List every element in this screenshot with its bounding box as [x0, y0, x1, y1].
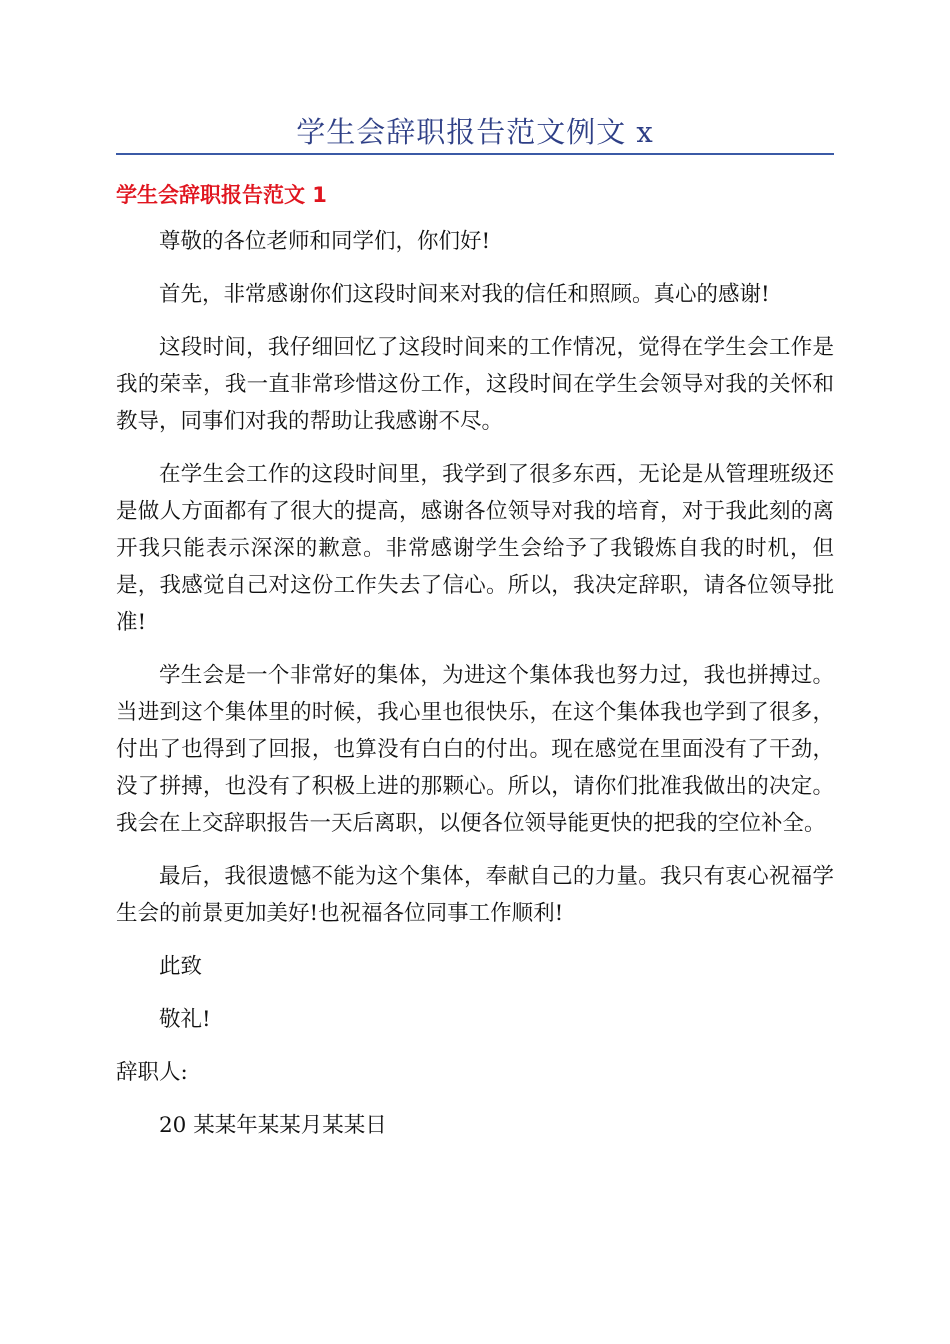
- signature-label: 辞职人:: [116, 1060, 188, 1085]
- salutation-cizhi: 此致: [159, 954, 203, 979]
- paragraph-closing: 最后，我很遗憾不能为这个集体，奉献自己的力量。我只有衷心祝福学生会的前景更加美好!也祝福各位同事工作顺利!: [116, 864, 834, 926]
- paragraph-collective: 学生会是一个非常好的集体，为进这个集体我也努力过，我也拼搏过。当进到这个集体里的时候，我心里也很快乐，在这个集体我也学到了很多，付出了也得到了回报，也算没有白白的付出。现在感觉在里面没有了干劲，没了拼搏，也没有了积极上进的那颗心。所以，请你们批准我做出的决定。我会在上交辞职报告一天后离职，以便各位领导能更快的把我的空位补全。: [116, 663, 834, 836]
- salutation-jingli: 敬礼!: [159, 1007, 211, 1032]
- paragraph-decision: 在学生会工作的这段时间里，我学到了很多东西，无论是从管理班级还是做人方面都有了很大的提高，感谢各位领导对我的培育，对于我此刻的离开我只能表示深深的歉意。非常感谢学生会给予了我锻炼自我的时机，但是，我感觉自己对这份工作失去了信心。所以，我决定辞职，请各位领导批准!: [116, 462, 834, 635]
- signature-date: 20 某某年某某月某某日: [159, 1113, 387, 1138]
- document-body: [116, 223, 834, 1160]
- paragraph-greeting: 尊敬的各位老师和同学们，你们好!: [159, 229, 491, 254]
- section-heading: 学生会辞职报告范文 1: [116, 183, 327, 207]
- title-underline: [116, 153, 834, 155]
- document-title: 学生会辞职报告范文例文 x: [296, 115, 654, 149]
- paragraph-reflection: 这段时间，我仔细回忆了这段时间来的工作情况，觉得在学生会工作是我的荣幸，我一直非常珍惜这份工作，这段时间在学生会领导对我的关怀和教导，同事们对我的帮助让我感谢不尽。: [116, 335, 834, 434]
- paragraph-thanks: 首先，非常感谢你们这段时间来对我的信任和照顾。真心的感谢!: [159, 282, 770, 307]
